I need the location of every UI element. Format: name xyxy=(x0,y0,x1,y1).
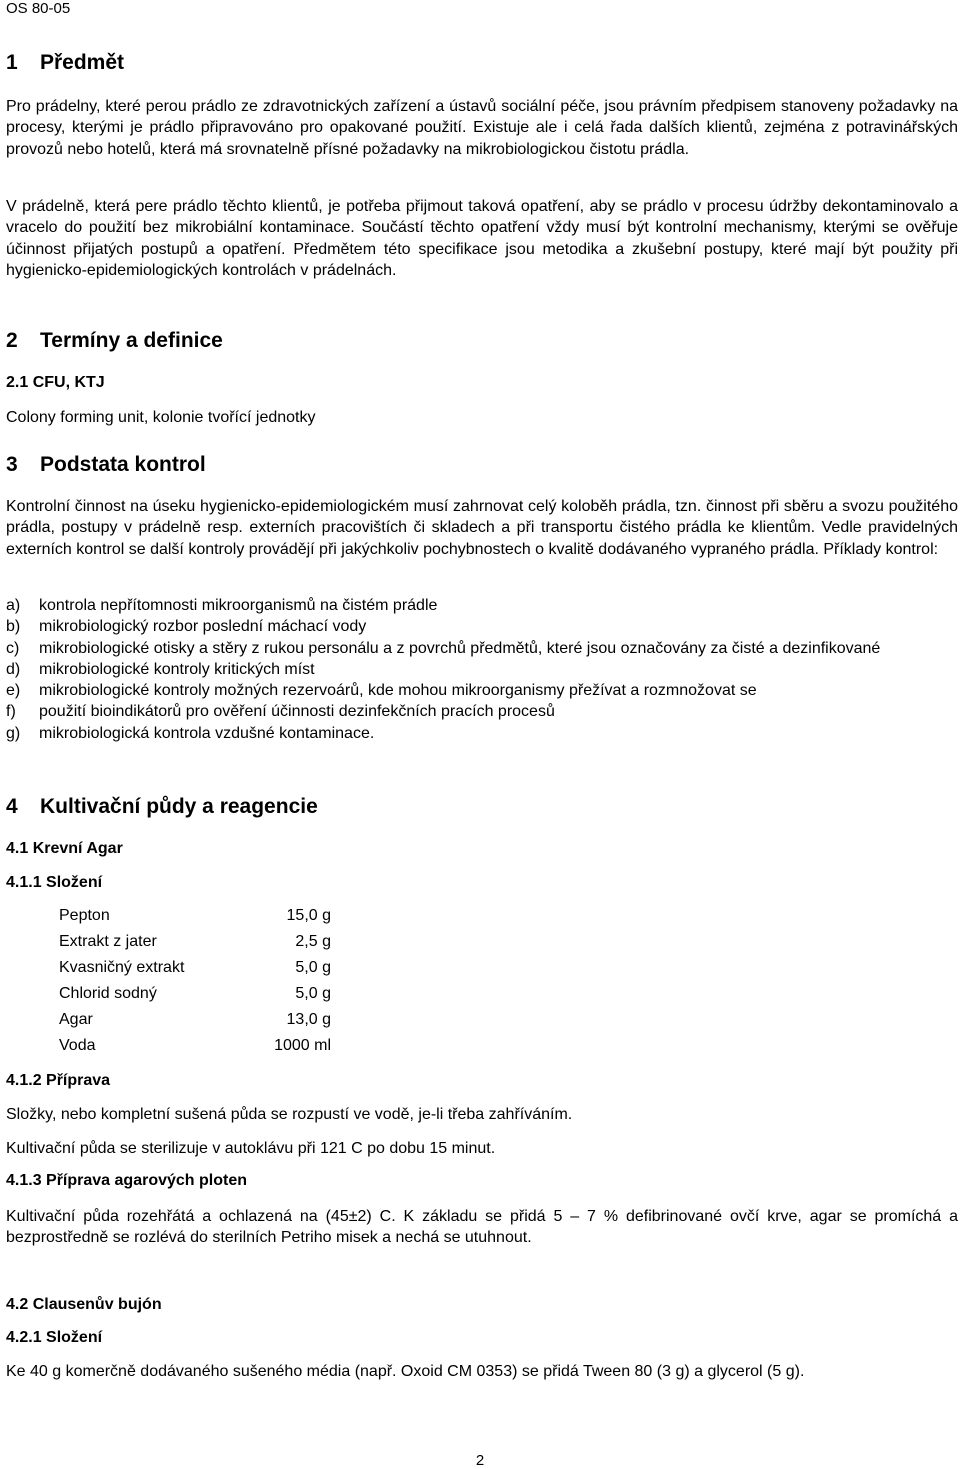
table-row: Chlorid sodný 5,0 g xyxy=(59,985,331,1002)
control-examples-list xyxy=(6,595,958,744)
subsection-4-2-1-text: Ke 40 g komerčně dodávaného sušeného média (např. Oxoid CM 0353) se přidá Tween 80 (3 g) a glycerol (5 g). xyxy=(6,1363,805,1380)
table-row: Pepton 15,0 g xyxy=(59,907,331,924)
document-code: OS 80-05 xyxy=(6,0,71,17)
composition-table xyxy=(6,903,958,1059)
subsection-4-1-1-heading: 4.1.1 Složení xyxy=(6,874,103,891)
section-2 xyxy=(6,328,958,354)
table-row: Agar 13,0 g xyxy=(59,1011,331,1028)
table-row: Voda 1000 ml xyxy=(59,1037,331,1054)
list-item: a) kontrola nepřítomnosti mikroorganismů na čistém prádle xyxy=(6,597,438,614)
list-item: f) použití bioindikátorů pro ověření účinnosti dezinfekčních pracích procesů xyxy=(6,703,555,721)
subsection-4-1-2-text-1: Složky, nebo kompletní sušená půda se rozpustí ve vodě, je-li třeba zahříváním. xyxy=(6,1106,573,1123)
subsection-4-2-heading: 4.2 Clausenův bujón xyxy=(6,1296,162,1313)
subsection-4-1-2-text-2: Kultivační půda se sterilizuje v autoklávu při 121 C po dobu 15 minut. xyxy=(6,1140,496,1157)
table-row: Kvasničný extrakt 5,0 g xyxy=(59,959,331,976)
list-item: b) mikrobiologický rozbor poslední máchací vody xyxy=(6,618,367,636)
section-1-paragraph-2: V prádelně, která pere prádlo těchto klientů, je potřeba přijmout taková opatření, aby se prádlo v procesu údržby dekontaminovalo a vracelo do použití bez mikrobiální kontaminace. Součástí těchto opatření vždy musí být kontrolní mechanismy, kterými se ověřuje účinnost přijatých postupů a opatření. Předmětem této specifikace jsou metodika a zkušební postupy, které mají být použity při hygienicko-epidemiologických kontrolách v prádelnách. xyxy=(6,198,958,279)
subsection-2-1-heading: 2.1 CFU, KTJ xyxy=(6,374,105,391)
section-1 xyxy=(6,50,958,76)
section-1-paragraph-1: Pro prádelny, které perou prádlo ze zdravotnických zařízení a ústavů sociální péče, jsou právním předpisem stanoveny požadavky na procesy, kterými je prádlo připravováno pro opakované použití. Existuje ale i celá řada dalších klientů, zejména z potravinářských provozů nebo hotelů, která má srovnatelně přísné požadavky na mikrobiologickou čistotu prádla. xyxy=(6,98,958,158)
subsection-4-1-3-heading: 4.1.3 Příprava agarových ploten xyxy=(6,1172,247,1189)
list-item: c) mikrobiologické otisky a stěry z rukou personálu a z povrchů předmětů, které jsou označovány za čisté a dezinfikované xyxy=(6,639,881,657)
section-3-heading: 3 Podstata kontrol xyxy=(6,453,206,476)
page-number: 2 xyxy=(475,1452,485,1469)
table-row: Extrakt z jater 2,5 g xyxy=(59,933,331,950)
section-4 xyxy=(6,794,958,820)
section-2-heading: 2 Termíny a definice xyxy=(6,329,223,352)
subsection-2-1-text: Colony forming unit, kolonie tvořící jednotky xyxy=(6,409,316,426)
list-item: d) mikrobiologické kontroly kritických míst xyxy=(6,660,315,678)
section-3 xyxy=(6,452,958,478)
list-item: g) mikrobiologická kontrola vzdušné kontaminace. xyxy=(6,724,375,742)
section-1-heading: 1 Předmět xyxy=(6,51,125,74)
list-item: e) mikrobiologické kontroly možných rezervoárů, kde mohou mikroorganismy přežívat a rozmnožovat se xyxy=(6,682,757,700)
subsection-4-2-1-heading: 4.2.1 Složení xyxy=(6,1329,103,1346)
subsection-4-1-heading: 4.1 Krevní Agar xyxy=(6,840,123,857)
section-4-heading: 4 Kultivační půdy a reagencie xyxy=(6,795,318,818)
subsection-4-1-2-heading: 4.1.2 Příprava xyxy=(6,1072,111,1089)
section-3-paragraph: Kontrolní činnost na úseku hygienicko-epidemiologickém musí zahrnovat celý koloběh prádla, tzn. činnost při sběru a svozu použitého prádla, postupy v prádelně resp. externích pracovištích či skladech a při transportu čistého prádla ke klientům. Vedle pravidelných externích kontrol se další kontroly provádějí při jakýchkoliv pochybnostech o kvalitě dodávaného vypraného prádla. Příklady kontrol: xyxy=(6,498,958,558)
subsection-4-1-3-text: Kultivační půda rozehřátá a ochlazená na (45±2) C. K základu se přidá 5 – 7 % defibrinované ovčí krve, agar se promíchá a bezprostředně se rozlévá do sterilních Petriho misek a nechá se utuhnout. xyxy=(6,1208,958,1247)
